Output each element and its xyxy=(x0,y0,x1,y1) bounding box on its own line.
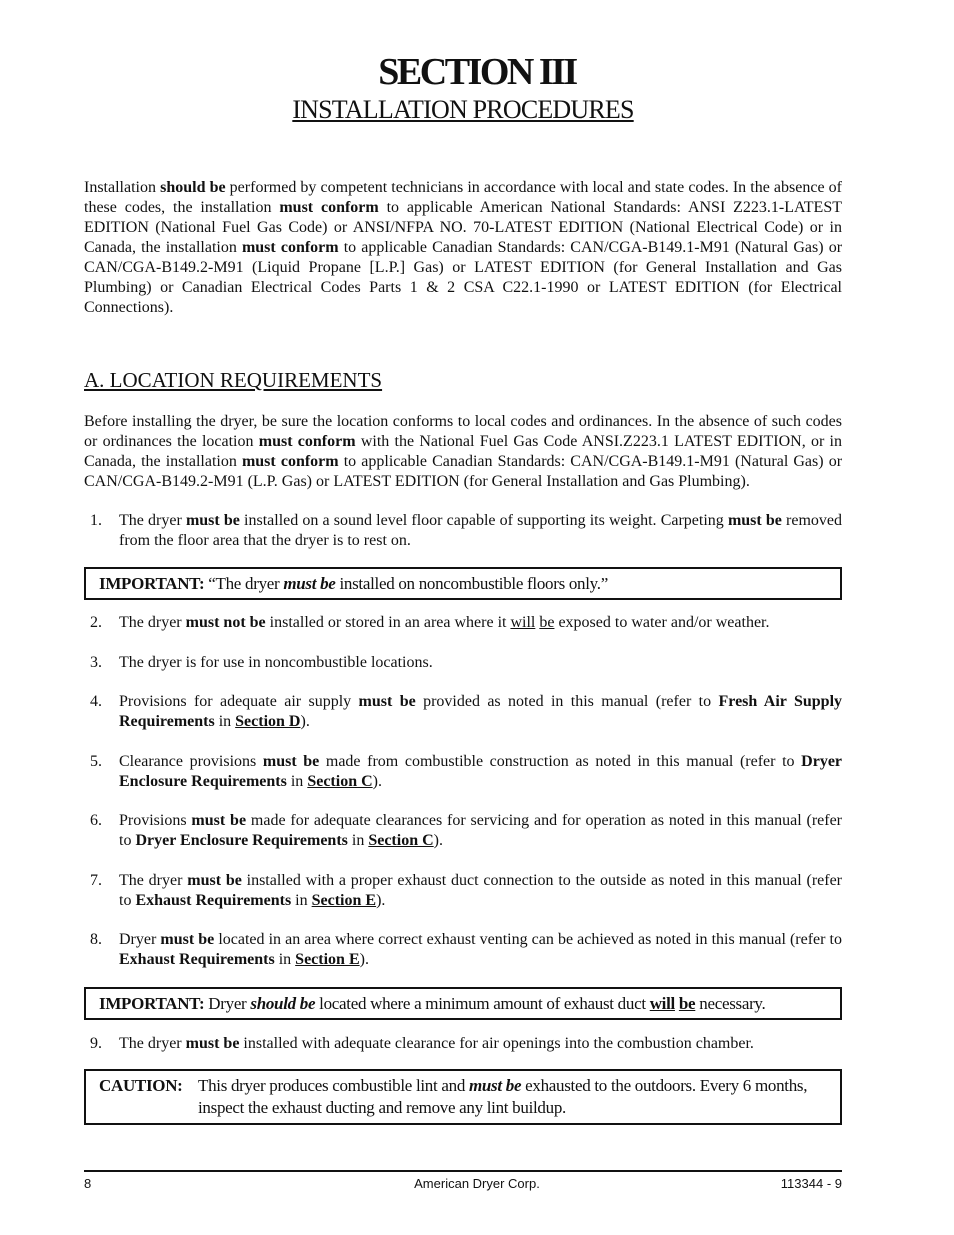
emphasis-text: must be xyxy=(283,574,336,593)
list-item-text xyxy=(119,930,842,970)
emphasis-text: must conform xyxy=(279,199,379,216)
emphasis-text: must be xyxy=(262,753,320,770)
list-item xyxy=(90,1034,842,1054)
notice-label: IMPORTANT: xyxy=(99,994,205,1013)
list-item xyxy=(90,811,842,851)
important-notice-floors xyxy=(84,567,842,600)
text-run: ). xyxy=(359,951,369,968)
text-run: located in an area where correct exhaust venting can be achieved as noted in this manual (refer to xyxy=(214,931,842,948)
text-run: The dryer xyxy=(119,614,186,631)
text-run: The dryer xyxy=(119,1035,186,1052)
text-run: in xyxy=(291,892,312,909)
notice-text xyxy=(204,994,765,1013)
emphasis-text: Exhaust Requirements xyxy=(135,892,292,909)
list-item-text xyxy=(119,1034,842,1054)
list-item xyxy=(90,653,842,673)
list-item xyxy=(90,752,842,792)
list-item-number: 2. xyxy=(90,614,102,631)
emphasis-text: must be xyxy=(185,1035,240,1052)
list-item-text xyxy=(119,871,842,911)
important-notice-exhaust xyxy=(84,987,842,1020)
emphasis-text: Exhaust Requirements xyxy=(119,951,275,968)
company-name: American Dryer Corp. xyxy=(414,1176,540,1191)
list-item-number: 4. xyxy=(90,693,102,710)
text-run: installed or stored in an area where it xyxy=(265,614,511,631)
emphasis-text: Dryer Enclosure Requirements xyxy=(135,832,348,849)
list-item xyxy=(90,930,842,970)
text-run: The dryer is for use in noncombustible locations. xyxy=(119,654,433,671)
emphasis-text: Section E xyxy=(295,951,360,968)
list-item-text xyxy=(119,511,842,551)
text-run: necessary. xyxy=(695,994,766,1013)
notice-label: IMPORTANT: xyxy=(99,574,205,593)
text-run: will xyxy=(510,614,536,631)
emphasis-text: must be xyxy=(358,693,416,710)
emphasis-text: Section D xyxy=(235,713,301,730)
list-item xyxy=(90,871,842,911)
emphasis-text: will xyxy=(649,994,675,1013)
text-run: Clearance provisions xyxy=(119,753,263,770)
list-item-text xyxy=(119,752,842,792)
text-run: “The dryer xyxy=(204,574,284,593)
text-run: ). xyxy=(433,832,443,849)
list-item-text xyxy=(119,692,842,732)
text-run: provided as noted in this manual (refer to xyxy=(415,693,719,710)
caution-text xyxy=(198,1075,818,1119)
list-item-number: 3. xyxy=(90,654,102,671)
text-run: performed by competent technicians in accordance with local and state codes. In the absence of these codes, the installation xyxy=(84,179,843,216)
list-item-text xyxy=(119,653,842,673)
text-run: to applicable Canadian Standards: CAN/CGA-B149.1-M91 (Natural Gas) or CAN/CGA-B149.2-M91 (Liquid Propane [L.P.] Gas) or LATEST EDITION (for General Installation and Gas Plumbing) or Canadian Electrical Codes Parts 1 & 2 CSA C22.1-1990 or LATEST EDITION (for Electrical Connections). xyxy=(84,239,843,316)
emphasis-text: should be xyxy=(160,179,226,196)
emphasis-text: must conform xyxy=(241,453,339,470)
footer-rule xyxy=(84,1170,842,1172)
text-run: Provisions xyxy=(119,812,192,829)
text-run: Dryer xyxy=(204,994,251,1013)
emphasis-text: must not be xyxy=(185,614,266,631)
text-run: ). xyxy=(300,713,310,730)
list-item-text xyxy=(119,811,842,851)
text-run: ). xyxy=(372,773,382,790)
list-item-number: 5. xyxy=(90,753,102,770)
emphasis-text: Section C xyxy=(307,773,373,790)
text-run: Dryer xyxy=(119,931,161,948)
list-item-number: 6. xyxy=(90,812,102,829)
text-run: ). xyxy=(376,892,386,909)
emphasis-text: must conform xyxy=(241,239,339,256)
text-run: The dryer xyxy=(119,872,188,889)
emphasis-text: must be xyxy=(191,812,247,829)
text-run: installed on a sound level floor capable of supporting its weight. Carpeting xyxy=(239,512,728,529)
caution-notice xyxy=(84,1069,842,1125)
emphasis-text: must conform xyxy=(258,433,356,450)
text-run: installed with adequate clearance for air openings into the combustion chamber. xyxy=(239,1035,754,1052)
notice-text xyxy=(204,574,608,593)
emphasis-text: Section E xyxy=(311,892,377,909)
text-run: with the National Fuel Gas Code ANSI.Z223.1 LATEST EDITION, or in Canada, the installation xyxy=(84,433,842,470)
text-run: This dryer produces combustible lint and xyxy=(198,1076,469,1095)
document-number: 113344 - 9 xyxy=(780,1176,842,1191)
text-run: in xyxy=(347,832,369,849)
text-run: installed on noncombustible floors only.” xyxy=(335,574,608,593)
emphasis-text: be xyxy=(678,994,696,1013)
list-item-number: 1. xyxy=(90,512,102,529)
text-run: in xyxy=(274,951,296,968)
list-item xyxy=(90,511,842,551)
list-item-number: 8. xyxy=(90,931,102,948)
list-item-number: 7. xyxy=(90,872,102,889)
caution-label: CAUTION: xyxy=(99,1076,183,1095)
emphasis-text: must be xyxy=(727,512,782,529)
list-item-number: 9. xyxy=(90,1035,102,1052)
emphasis-text: must be xyxy=(160,931,215,948)
text-run: to applicable American National Standards: ANSI Z223.1-LATEST EDITION (National Fuel Gas Code) or ANSI/NFPA NO. 70-LATEST EDITION (National Electrical Code) or in Canada, the installation xyxy=(84,199,843,256)
text-run: Before installing the dryer, be sure the location conforms to local codes and ordinances. In the absence of such codes or ordinances the location xyxy=(84,413,842,450)
text-run: to applicable Canadian Standards: CAN/CGA-B149.1-M91 (Natural Gas) or CAN/CGA-B149.2-M91 (L.P. Gas) or LATEST EDITION (for General Installation and Gas Plumbing). xyxy=(84,453,843,490)
list-item-text xyxy=(119,613,842,633)
emphasis-text: Fresh Air Supply Requirements xyxy=(119,693,843,730)
text-run: be xyxy=(539,614,555,631)
emphasis-text: Dryer Enclosure Requirements xyxy=(119,753,843,790)
section-subtitle: INSTALLATION PROCEDURES xyxy=(292,95,634,124)
list-item xyxy=(90,613,842,633)
location-requirements-heading: A. LOCATION REQUIREMENTS xyxy=(84,368,383,392)
section-title: SECTION III xyxy=(378,51,576,93)
emphasis-text: Section C xyxy=(368,832,434,849)
text-run: in xyxy=(214,713,236,730)
text-run: Provisions for adequate air supply xyxy=(119,693,359,710)
intro-paragraph xyxy=(84,178,842,318)
text-run: located where a minimum amount of exhaust duct xyxy=(315,994,650,1013)
text-run: exhausted to the outdoors. Every 6 months, inspect the exhaust ducting and remove any lint buildup. xyxy=(198,1076,808,1117)
emphasis-text: must be xyxy=(187,872,242,889)
page-number: 8 xyxy=(84,1176,92,1191)
emphasis-text: must be xyxy=(185,512,240,529)
text-run: The dryer xyxy=(119,512,186,529)
text-run: made for adequate clearances for servicing and for operation as noted in this manual (refer to xyxy=(119,812,842,849)
text-run: installed with a proper exhaust duct connection to the outside as noted in this manual (refer to xyxy=(119,872,843,909)
text-run: in xyxy=(286,773,308,790)
text-run: Installation xyxy=(84,179,161,196)
text-run: made from combustible construction as noted in this manual (refer to xyxy=(319,753,802,770)
emphasis-text: should be xyxy=(250,994,316,1013)
text-run: removed from the floor area that the dryer is to rest on. xyxy=(119,512,843,549)
text-run: exposed to water and/or weather. xyxy=(554,614,770,631)
emphasis-text: must be xyxy=(468,1076,522,1095)
location-intro-paragraph xyxy=(84,412,842,492)
list-item xyxy=(90,692,842,732)
